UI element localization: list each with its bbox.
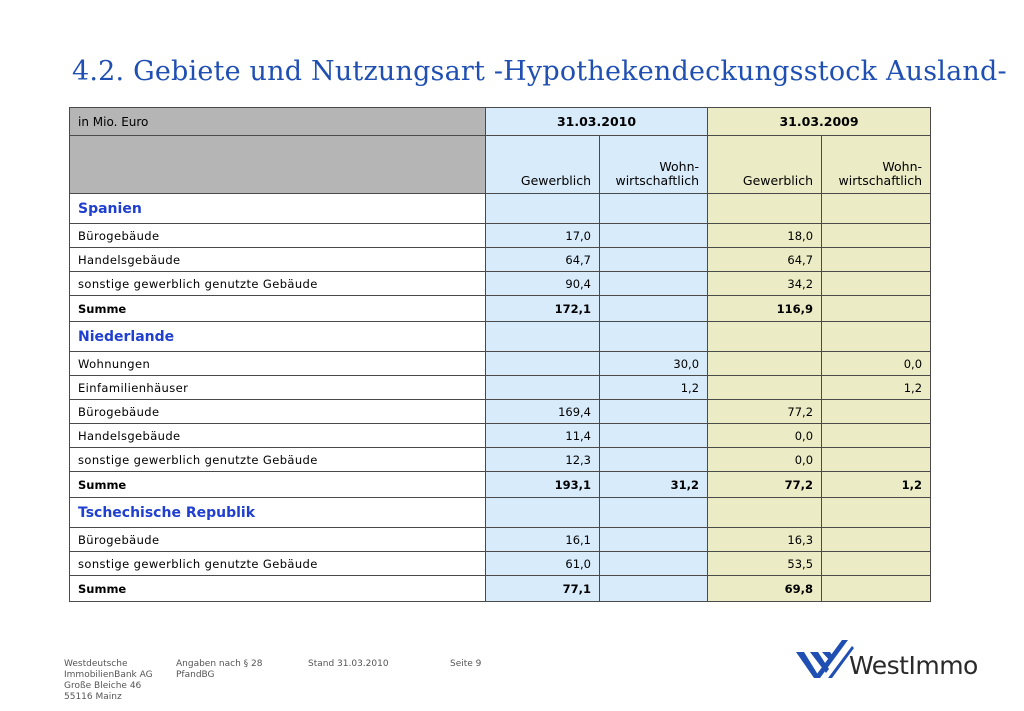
value-cell [600,400,708,424]
empty-cell [822,194,931,224]
value-cell [822,272,931,296]
section-title: Tschechische Republik [70,498,486,528]
row-label: sonstige gewerblich genutzte Gebäude [70,552,486,576]
value-cell: 53,5 [708,552,822,576]
value-cell [822,296,931,322]
value-cell [600,528,708,552]
empty-cell [600,498,708,528]
value-cell: 1,2 [822,472,931,498]
empty-cell [822,322,931,352]
value-cell: 1,2 [600,376,708,400]
header-row-columns [70,136,931,194]
column-header: Wohn- wirtschaftlich [600,136,708,194]
column-header: Wohn- wirtschaftlich [822,136,931,194]
empty-cell [708,498,822,528]
empty-cell [708,322,822,352]
row-label: sonstige gewerblich genutzte Gebäude [70,272,486,296]
empty-cell [486,498,600,528]
value-cell: 0,0 [708,424,822,448]
value-cell: 61,0 [486,552,600,576]
row-label: Bürogebäude [70,400,486,424]
empty-cell [708,194,822,224]
section-row [70,194,931,224]
section-row [70,498,931,528]
footer-page-text: Seite 9 [450,659,482,669]
value-cell: 64,7 [486,248,600,272]
table-row [70,224,931,248]
value-cell [822,448,931,472]
value-cell: 77,2 [708,472,822,498]
value-cell: 34,2 [708,272,822,296]
value-cell [822,552,931,576]
row-label: Wohnungen [70,352,486,376]
footer-law-line: Angaben nach § 28 [176,659,263,669]
table-row [70,448,931,472]
value-cell: 16,1 [486,528,600,552]
value-cell [822,400,931,424]
value-cell: 0,0 [822,352,931,376]
table-row [70,248,931,272]
footer-bank-line: ImmobilienBank AG [64,670,153,680]
sum-row [70,472,931,498]
value-cell [708,376,822,400]
footer-bank-line: Westdeutsche [64,659,128,669]
empty-cell [600,194,708,224]
column-header: Gewerblich [486,136,600,194]
value-cell [822,424,931,448]
sum-row [70,576,931,602]
value-cell: 90,4 [486,272,600,296]
footer-date-text: Stand 31.03.2010 [308,659,389,669]
empty-cell [600,322,708,352]
table-body [70,108,931,602]
table-row [70,400,931,424]
value-cell: 30,0 [600,352,708,376]
row-label: Summe [70,296,486,322]
row-label: sonstige gewerblich genutzte Gebäude [70,448,486,472]
section-title: Spanien [70,194,486,224]
value-cell [600,448,708,472]
value-cell: 11,4 [486,424,600,448]
value-cell: 169,4 [486,400,600,424]
value-cell [600,424,708,448]
value-cell: 1,2 [822,376,931,400]
footer-law-line: PfandBG [176,670,215,680]
table-row [70,552,931,576]
row-label: Bürogebäude [70,224,486,248]
sum-row [70,296,931,322]
row-label: Handelsgebäude [70,248,486,272]
value-cell: 31,2 [600,472,708,498]
value-cell: 77,2 [708,400,822,424]
value-cell [708,352,822,376]
footer-bank-line: Große Bleiche 46 [64,681,142,691]
logo-text: WestImmo [849,651,978,680]
value-cell: 0,0 [708,448,822,472]
column-header: Gewerblich [708,136,822,194]
footer-date [308,659,389,670]
empty-cell [486,322,600,352]
empty-cell [486,194,600,224]
value-cell: 172,1 [486,296,600,322]
section-row [70,322,931,352]
value-cell [600,576,708,602]
empty-cell [822,498,931,528]
unit-label: in Mio. Euro [70,108,486,136]
table-row [70,376,931,400]
value-cell [822,576,931,602]
value-cell [600,248,708,272]
footer-bank [64,659,153,703]
page-title: 4.2. Gebiete und Nutzungsart -Hypothekendeckungsstock Ausland- [72,56,1007,87]
data-table [69,107,931,602]
footer-bank-line: 55116 Mainz [64,692,122,702]
table-row [70,352,931,376]
footer-law [176,659,262,681]
value-cell: 193,1 [486,472,600,498]
value-cell: 12,3 [486,448,600,472]
value-cell: 18,0 [708,224,822,248]
row-label: Summe [70,576,486,602]
value-cell [822,224,931,248]
table-row [70,272,931,296]
value-cell [822,248,931,272]
value-cell: 69,8 [708,576,822,602]
value-cell [600,224,708,248]
value-cell: 64,7 [708,248,822,272]
date-2010-header: 31.03.2010 [486,108,708,136]
value-cell [600,272,708,296]
row-label: Handelsgebäude [70,424,486,448]
header-empty-cell [70,136,486,194]
section-title: Niederlande [70,322,486,352]
table-row [70,528,931,552]
row-label: Bürogebäude [70,528,486,552]
value-cell [600,296,708,322]
row-label: Summe [70,472,486,498]
value-cell: 116,9 [708,296,822,322]
value-cell [486,352,600,376]
value-cell: 16,3 [708,528,822,552]
header-row-dates [70,108,931,136]
row-label: Einfamilienhäuser [70,376,486,400]
table-row [70,424,931,448]
value-cell [822,528,931,552]
value-cell [486,376,600,400]
footer-page [450,659,481,670]
date-2009-header: 31.03.2009 [708,108,931,136]
value-cell [600,552,708,576]
value-cell: 77,1 [486,576,600,602]
value-cell: 17,0 [486,224,600,248]
